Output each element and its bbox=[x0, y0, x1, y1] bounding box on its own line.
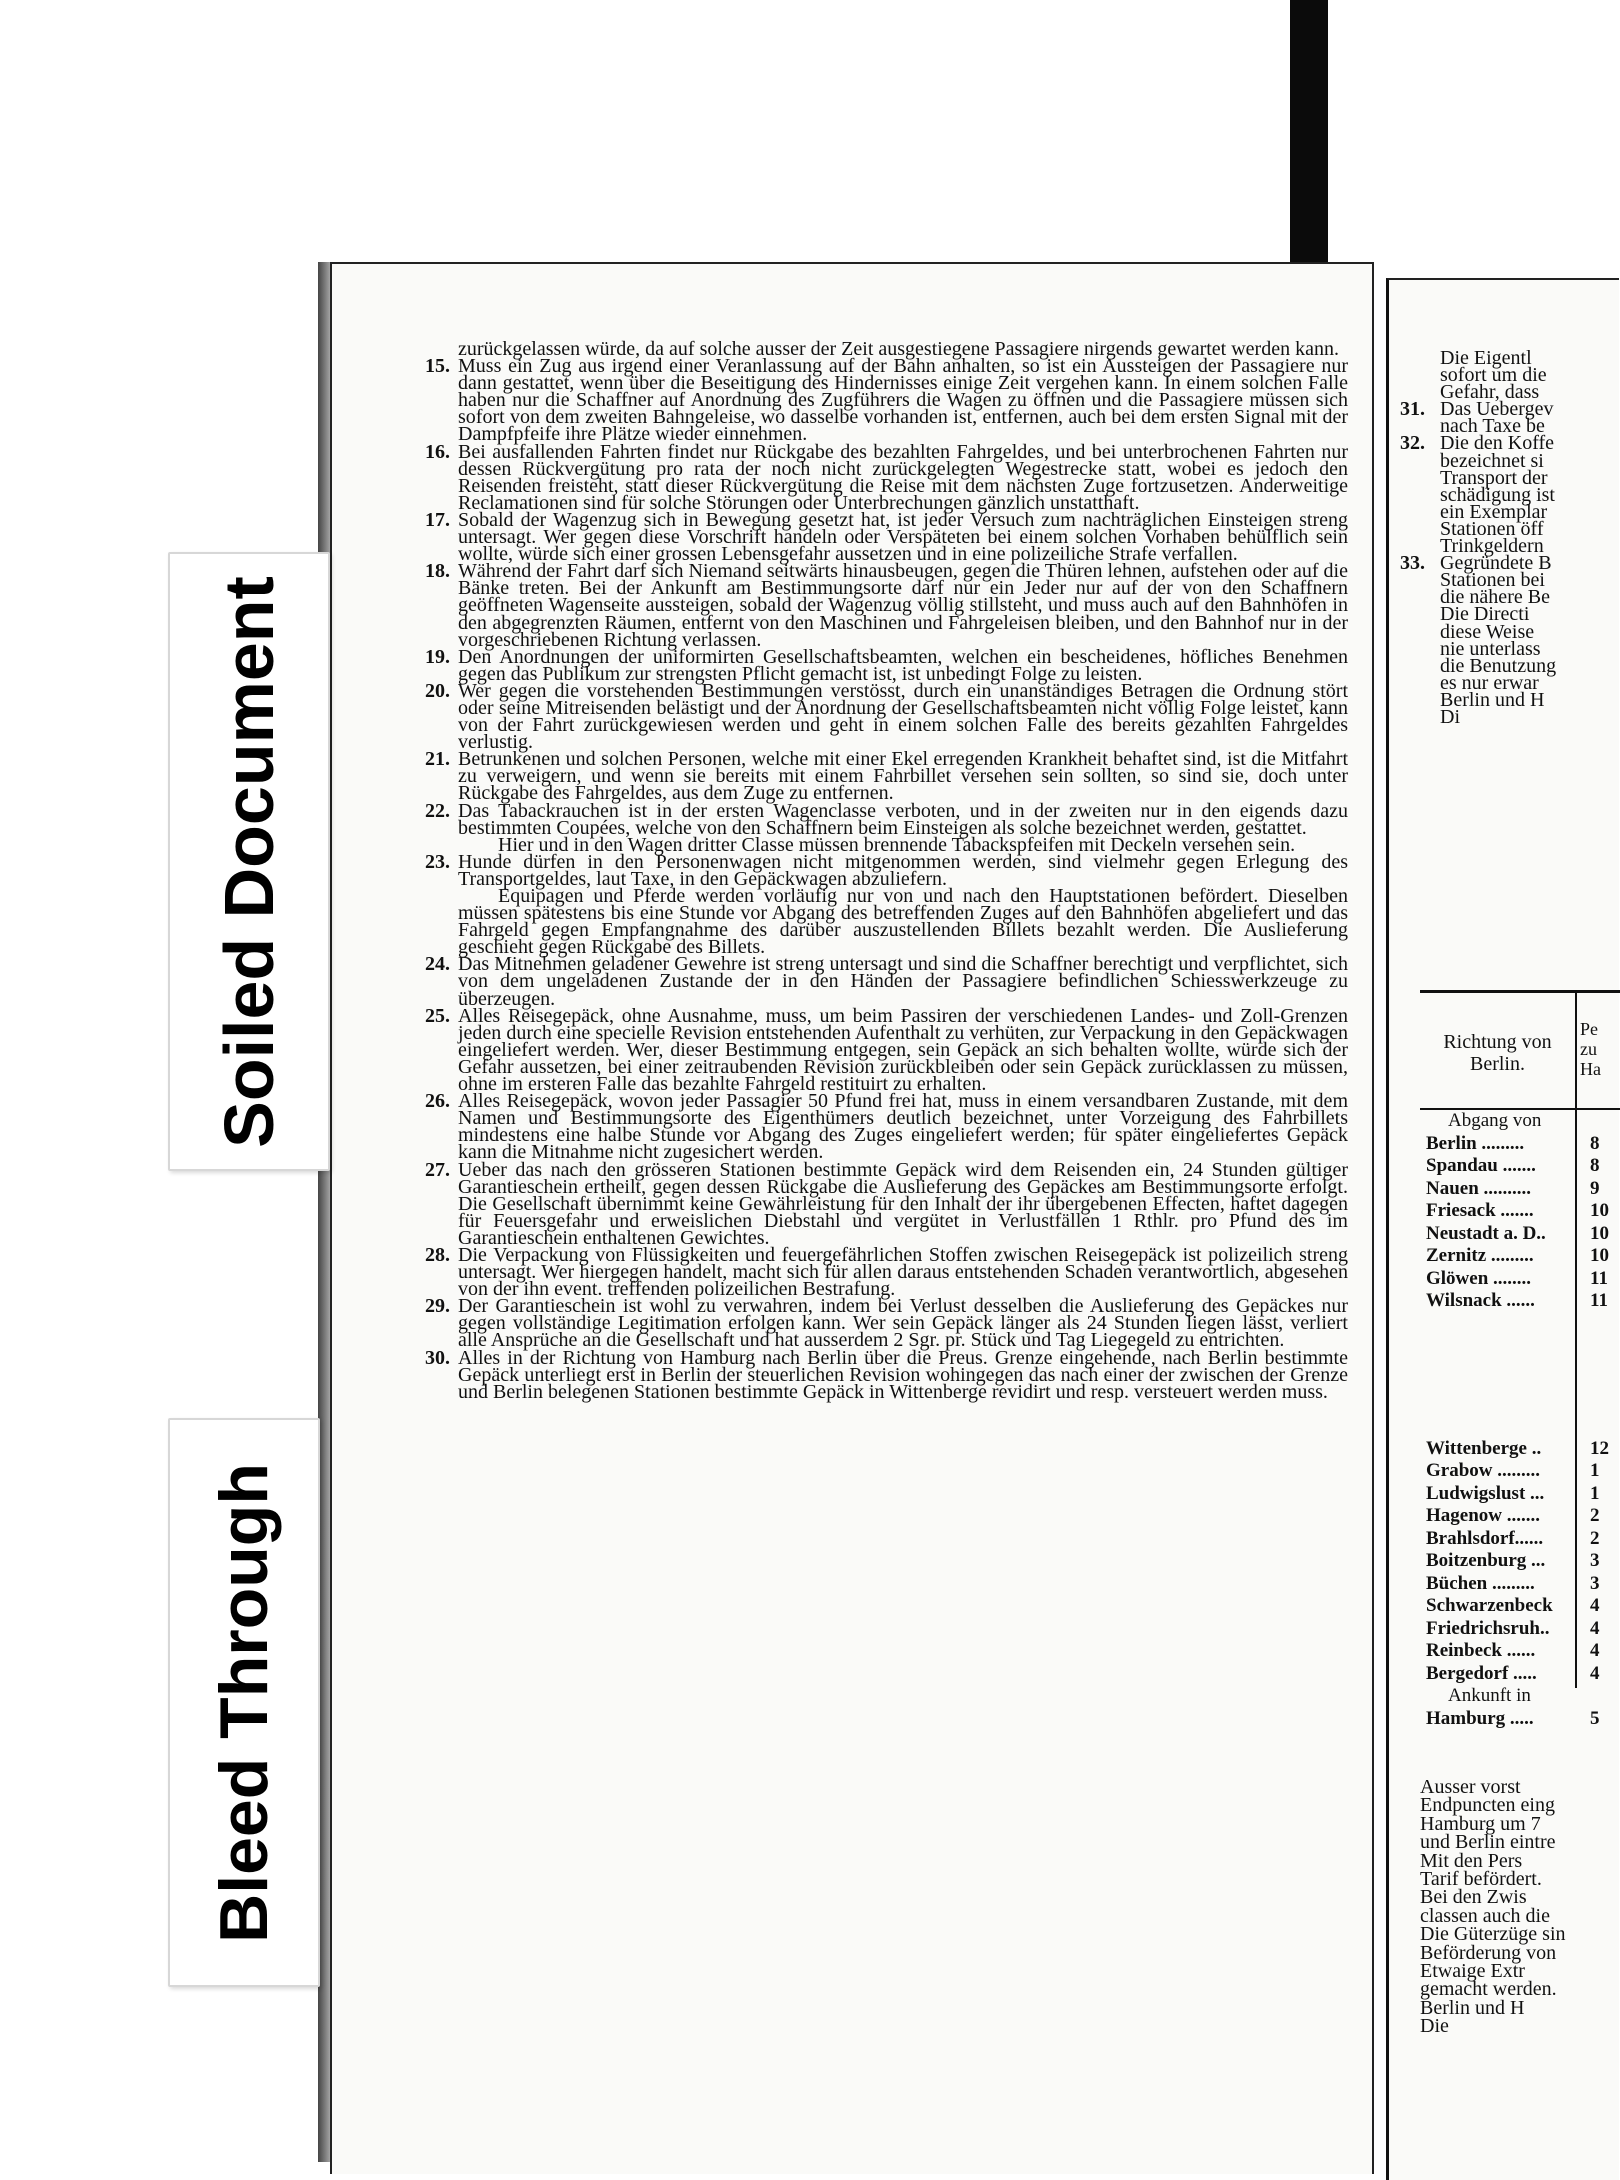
paragraph-text: Alles Reisegepäck, wovon jeder Passagier 50 Pfund frei hat, muss in einem versandbaren Zustande, mit dem Namen und Bestimmungsorte des Eigenthümers deutlich bezeichnet, unter Vorzeigung des Fahrbillets mindestens eine halbe Stunde vor Abgang des Zuges eingeliefert werden; für später eingeliefertes Gepäck kann die Mitnahme nicht zugesichert werden. bbox=[458, 1090, 1348, 1164]
table-header bbox=[1420, 993, 1620, 1110]
soiled-document-tab bbox=[168, 552, 330, 1171]
footer-line: Berlin und H bbox=[1420, 1996, 1525, 2019]
paragraph-number: 21. bbox=[425, 748, 450, 771]
footer-line: Hamburg um 7 bbox=[1420, 1812, 1541, 1835]
station-time: 9 bbox=[1590, 1177, 1600, 1199]
paragraph-text: Während der Fahrt darf sich Niemand seitwärts hinausbeugen, gegen die Thüren lehnen, aufstehen oder auf die Bänke treten. Bei der Ankunft am Bestimmungsorte darf nur ein Jeder nur auf der von den Schaffnern geöffneten Wagenseite aussteigen, sobald der Wagenzug völlig stillsteht, und muss auch auf den Bahnhöfen in den abgegrenzten Räumen, entfernt von den Maschinen und Fahrgeleisen bleiben, und den Bahnhof nur in der vorgeschriebenen Richtung verlassen. bbox=[458, 560, 1348, 651]
station-time: 3 bbox=[1590, 1572, 1600, 1594]
regulation-paragraph bbox=[425, 679, 1348, 754]
station-row bbox=[1420, 1528, 1620, 1551]
regulation-paragraph bbox=[425, 748, 1348, 805]
right-line-text: sofort um die bbox=[1440, 364, 1547, 387]
paragraph-number: 19. bbox=[425, 645, 450, 668]
footer-line: Tarif befördert. bbox=[1420, 1868, 1542, 1891]
paragraph-text: Die Verpackung von Flüssigkeiten und feuergefährlichen Stoffen zwischen Reisegepäck ist polizeilich streng untersagt. Wer hiergegen handelt, macht sich für allen daraus entstehenden Schaden verantwortlich, abgesehen von der ihn event. treffenden polizeilichen Bestrafung. bbox=[458, 1243, 1348, 1301]
paragraph-text: Wer gegen die vorstehenden Bestimmungen verstösst, durch ein unanständiges Betragen die Ordnung stört oder seine Mitreisenden belästigt und der Anordnung der Gesellschaftsbeamten nicht völlig Folge leistet, kann von der Fahrt zurückgewiesen werden und geht in einem solchen Falle des bereits gezahlten Fahrgeldes verlustig. bbox=[458, 679, 1348, 754]
footer-line: und Berlin eintre bbox=[1420, 1831, 1556, 1854]
bleed-through-tab bbox=[168, 1418, 320, 1987]
station-name: Neustadt a. D.. bbox=[1426, 1222, 1546, 1244]
paragraph-number: 24. bbox=[425, 953, 450, 976]
header-fragment: Ha bbox=[1580, 1059, 1601, 1079]
right-line-text: Die Eigentl bbox=[1440, 347, 1532, 369]
right-line-number: 32. bbox=[1400, 432, 1425, 455]
paragraph-number: 22. bbox=[425, 799, 450, 822]
right-line-text: nie unterlass bbox=[1440, 637, 1541, 660]
regulation-paragraph bbox=[425, 1346, 1348, 1403]
station-name: Ludwigslust ... bbox=[1426, 1482, 1545, 1504]
station-name: Nauen .......... bbox=[1426, 1177, 1532, 1199]
paragraph-number: 20. bbox=[425, 679, 450, 702]
station-name: Büchen ......... bbox=[1426, 1572, 1535, 1594]
station-row bbox=[1420, 1595, 1620, 1618]
header-truncated-column bbox=[1580, 1019, 1601, 1079]
paragraph-number: 23. bbox=[425, 850, 450, 873]
footer-line: Ausser vorst bbox=[1420, 1776, 1521, 1798]
station-name: Zernitz ......... bbox=[1426, 1245, 1534, 1266]
right-line-text: Die Directi bbox=[1440, 603, 1530, 626]
station-row bbox=[1420, 1640, 1620, 1663]
station-row bbox=[1420, 1483, 1620, 1506]
paragraph-text: Ueber das nach den grösseren Stationen bestimmte Gepäck wird dem Reisenden ein, 24 Stunden gültiger Garantieschein ertheilt, gegen dessen Rückgabe die Auslieferung des Gepäckes am Bestimmungsorte erfolgt. Die Gesellschaft übernimmt keine Gewährleistung für den Inhalt der ihr übergebenen Effecten, haftet dagegen für Feuersgefahr und erweislichen Diebstahl und vergütet in Verlustfällen 1 Rthlr. pro Pfund des im Garantieschein enthaltenen Gewichtes. bbox=[458, 1158, 1348, 1249]
paragraph-text: Sobald der Wagenzug sich in Bewegung gesetzt hat, ist jeder Versuch zum nachträglichen Einsteigen streng untersagt. Wer gegen diese Vorschrift handeln oder Verspäteten bei einem solchen Vorhaben behülflich sein wollte, würde sich einer grossen Lebensgefahr aussetzen und in eine polizeiliche Strafe verfallen. bbox=[458, 508, 1348, 566]
arrival-time: 5 bbox=[1590, 1707, 1600, 1729]
right-line-text: Gefahr, dass bbox=[1440, 381, 1540, 404]
station-row bbox=[1420, 1178, 1620, 1201]
station-name: Boitzenburg ... bbox=[1426, 1550, 1546, 1571]
table-spacer bbox=[1420, 1313, 1620, 1438]
paragraph-number: 26. bbox=[425, 1090, 450, 1113]
station-row bbox=[1420, 1550, 1620, 1573]
right-line-text: ein Exemplar bbox=[1440, 500, 1548, 523]
station-row bbox=[1420, 1460, 1620, 1483]
station-name: Grabow ......... bbox=[1426, 1460, 1540, 1481]
right-line-text: nach Taxe be bbox=[1440, 415, 1545, 438]
paragraph-text: Den Anordnungen der uniformirten Gesellschaftsbeamten, welchen ein bescheidenes, höfliches Benehmen gegen das Publikum zur strengsten Pflicht gemacht ist, ist unbedingt Folge zu leisten. bbox=[458, 645, 1348, 685]
paragraph-number: 27. bbox=[425, 1158, 450, 1181]
bleed-through-label: Bleed Through bbox=[206, 1462, 282, 1943]
footer-line: Die bbox=[1420, 2015, 1449, 2038]
footer-line: gemacht werden. bbox=[1420, 1978, 1557, 2001]
station-row bbox=[1420, 1155, 1620, 1178]
paragraph-continuation: Equipagen und Pferde werden vorläufig nur von und nach den Hauptstationen befördert. Dieselben müssen spätestens bis eine Stunde vor Abgang des betreffenden Zuges auf den Bahnhöfen abgeliefert und das Fahrgeld gegen Empfangnahme des darüber auszustellenden Billets bezahlt werden. Die Auslieferung geschieht gegen Rückgabe des Billets. bbox=[458, 885, 1348, 959]
station-row bbox=[1420, 1618, 1620, 1641]
right-line-text: Gegründete B bbox=[1440, 552, 1552, 575]
footer-line: classen auch die bbox=[1420, 1904, 1550, 1927]
station-name: Schwarzenbeck bbox=[1426, 1595, 1553, 1616]
regulation-paragraph bbox=[425, 560, 1348, 651]
station-time: 11 bbox=[1590, 1267, 1608, 1289]
station-row bbox=[1420, 1505, 1620, 1528]
right-line-text: Stationen öff bbox=[1440, 517, 1544, 540]
right-line-text: Stationen bei bbox=[1440, 569, 1545, 592]
soiled-document-label: Soiled Document bbox=[210, 575, 288, 1148]
right-page-line bbox=[1400, 705, 1615, 728]
footer-line: Beförderung von bbox=[1420, 1941, 1557, 1964]
station-name: Spandau ....... bbox=[1426, 1155, 1536, 1176]
paragraph-text: Der Garantieschein ist wohl zu verwahren, indem bei Verlust desselben die Auslieferung des Gepäckes nur gegen vollständige Legitimation erfolgen kann. Wer sein Gepäck länger als 24 Stunden liegen lässt, verliert alle Ansprüche an die Gesellschaft und hat ausserdem 2 Sgr. pr. Stück und Tag Liegegeld zu entrichten. bbox=[458, 1295, 1348, 1352]
paragraph-text: Hunde dürfen in den Personenwagen nicht mitgenommen werden, sind vielmehr gegen Erlegung des Transportgeldes, laut Taxe, in den Gepäckwagen abzuliefern. bbox=[458, 850, 1348, 890]
station-name: Wilsnack ...... bbox=[1426, 1290, 1535, 1311]
paragraph-text: Betrunkenen und solchen Personen, welche mit einer Ekel erregenden Krankheit behaftet sind, ist die Mitfahrt zu verweigern, und wenn sie bereits mit einem Fahrbillet versehen sein sollten, so sind sie, doch unter Rückgabe des Fahrgeldes, aus dem Zuge zu entfernen. bbox=[458, 748, 1348, 805]
paragraph-text: Alles Reisegepäck, ohne Ausnahme, muss, um beim Passiren der verschiedenen Landes- und Zoll-Grenzen jeden durch eine specielle Revision entstehenden Aufenthalt zu verhüten, zur Verpackung in den Gepäckwagen eingeliefert werden. Wer, dieser Bestimmung entgegen, sein Gepäck an sich behalten wollte, würde sich der Gefahr aussetzen, bei einer zeitraubenden Revision zurückbleiben oder sein Gepäck zurücklassen zu müssen, ohne im ersteren Falle das bezahlte Fahrgeld restituirt zu erhalten. bbox=[458, 1004, 1348, 1096]
station-row bbox=[1420, 1245, 1620, 1268]
regulation-paragraph bbox=[425, 355, 1348, 446]
paragraph-continuation: Hier und in den Wagen dritter Classe müssen brennende Tabackspfeifen mit Deckeln versehen sein. bbox=[498, 833, 1296, 856]
station-rows-b bbox=[1420, 1438, 1620, 1686]
station-name: Wittenberge .. bbox=[1426, 1437, 1542, 1459]
header-divider bbox=[1575, 993, 1577, 1108]
paragraph-number: 16. bbox=[425, 440, 450, 463]
station-row bbox=[1420, 1133, 1620, 1156]
right-page-line bbox=[1400, 688, 1615, 711]
station-time: 10 bbox=[1590, 1200, 1609, 1221]
paragraph-text: Bei ausfallenden Fahrten findet nur Rückgabe des bezahlten Fahrgeldes, und bei unterbrochenen Fahrten nur dessen Rückvergütung pro rata der noch nicht zurückgelegten Wegestrecke statt, wobei es jedoch den Reisenden freisteht, statt dieser Rückvergütung die Reise mit dem nächsten Zuge fortzusetzen. Anderweitige Reclamationen sind für solche Störungen oder Unterbrechungen gänzlich unstatthaft. bbox=[458, 440, 1348, 514]
paragraph-number: 17. bbox=[425, 508, 450, 531]
right-line-text: Transport der bbox=[1440, 466, 1548, 489]
footer-line: Endpuncten eing bbox=[1420, 1794, 1555, 1817]
paragraph-number: 15. bbox=[425, 355, 450, 378]
paragraph-text: Alles in der Richtung von Hamburg nach Berlin über die Preus. Grenze eingehende, nach Berlin bestimmte Gepäck unterliegt erst in Berlin der steuerlichen Revision wohingegen das nach einer der zwischen der Grenze und Berlin belegenen Stationen bestimmte Gepäck in Wittenberge revidirt und resp. versteuert werden muss. bbox=[458, 1346, 1348, 1403]
station-name: Bergedorf ..... bbox=[1426, 1662, 1537, 1684]
station-time: 10 bbox=[1590, 1245, 1609, 1266]
station-time: 2 bbox=[1590, 1527, 1600, 1549]
regulation-paragraph bbox=[425, 1243, 1348, 1301]
arrival-label-row bbox=[1420, 1685, 1620, 1708]
station-row bbox=[1420, 1663, 1620, 1686]
station-time: 8 bbox=[1590, 1155, 1600, 1176]
station-time: 3 bbox=[1590, 1550, 1600, 1571]
regulation-paragraph bbox=[425, 1090, 1348, 1164]
arrival-label: Ankunft in bbox=[1448, 1685, 1531, 1706]
regulation-paragraph bbox=[425, 645, 1348, 685]
footer-line: Mit den Pers bbox=[1420, 1849, 1523, 1872]
arrival-row bbox=[1420, 1708, 1620, 1731]
header-fragment: Pe bbox=[1580, 1019, 1598, 1039]
paragraph-text: Das Tabackrauchen ist in der ersten Wagenclasse verboten, und in der zweiten nur in den eigends dazu bestimmten Coupées, welche von den Schaffnern beim Einsteigen als solche bezeichnet werden, gestattet. bbox=[458, 799, 1348, 839]
footer-line: Bei den Zwis bbox=[1420, 1886, 1527, 1909]
station-time: 11 bbox=[1590, 1290, 1608, 1311]
station-row bbox=[1420, 1200, 1620, 1223]
station-row bbox=[1420, 1438, 1620, 1461]
footer-line: Etwaige Extr bbox=[1420, 1960, 1525, 1983]
regulation-paragraph bbox=[425, 440, 1348, 514]
station-name: Hagenow ....... bbox=[1426, 1505, 1540, 1526]
station-name: Berlin ......... bbox=[1426, 1132, 1525, 1154]
station-time: 12 bbox=[1590, 1437, 1609, 1459]
station-time: 1 bbox=[1590, 1482, 1600, 1504]
regulation-paragraph bbox=[425, 1004, 1348, 1096]
paragraph-text: Muss ein Zug aus irgend einer Veranlassung auf der Bahn anhalten, so ist ein Aussteigen der Passagiere nur dann gestattet, wenn über die Beseitigung des Hindernisses einige Zeit vergehen kann. In einem solchen Falle haben nur die Schaffner auf Anordnung des Zugführers die Wagen zu öffnen und die Passagiere müssen sich sofort von dem zweiten Bahngeleise, wo dasselbe vorhanden ist, entfernen, auch bei dem ersten Signal mit der Dampfpfeife ihre Plätze wieder einnehmen. bbox=[458, 355, 1348, 446]
paragraph-number: 30. bbox=[425, 1346, 450, 1369]
regulation-paragraph bbox=[425, 508, 1348, 566]
station-time: 10 bbox=[1590, 1222, 1609, 1244]
paragraph-number: 29. bbox=[425, 1295, 450, 1318]
right-line-text: die Benutzung bbox=[1440, 654, 1557, 677]
departure-label: Abgang von bbox=[1448, 1110, 1542, 1131]
right-line-text: diese Weise bbox=[1440, 620, 1535, 643]
regulation-paragraph bbox=[425, 1295, 1348, 1352]
regulation-paragraph bbox=[425, 1158, 1348, 1249]
right-page-text bbox=[1400, 347, 1615, 728]
station-time: 4 bbox=[1590, 1662, 1600, 1684]
station-row bbox=[1420, 1290, 1620, 1313]
regulation-paragraph bbox=[425, 850, 1348, 959]
right-line-text: bezeichnet si bbox=[1440, 449, 1544, 472]
right-line-text: schädigung ist bbox=[1440, 483, 1555, 506]
right-line-text: Trinkgeldern bbox=[1440, 535, 1544, 558]
station-time: 2 bbox=[1590, 1505, 1600, 1526]
right-line-number: 31. bbox=[1400, 398, 1425, 421]
header-fragment: zu bbox=[1580, 1039, 1597, 1059]
departure-label-row bbox=[1420, 1110, 1620, 1133]
scanner-black-bar bbox=[1290, 0, 1328, 280]
station-name: Reinbeck ...... bbox=[1426, 1640, 1536, 1661]
right-line-text: es nur erwar bbox=[1440, 671, 1539, 694]
station-time: 4 bbox=[1590, 1595, 1600, 1616]
paragraph-number: 25. bbox=[425, 1004, 450, 1027]
paragraph-number: 18. bbox=[425, 560, 450, 583]
right-page-footer-text bbox=[1420, 1778, 1620, 2036]
station-name: Brahlsdorf...... bbox=[1426, 1527, 1544, 1549]
right-line-text: Berlin und H bbox=[1440, 688, 1545, 711]
station-row bbox=[1420, 1223, 1620, 1246]
right-line-text: Das Uebergev bbox=[1440, 398, 1554, 421]
station-time: 4 bbox=[1590, 1617, 1600, 1639]
paragraph-number: 28. bbox=[425, 1243, 450, 1266]
station-row bbox=[1420, 1268, 1620, 1291]
regulation-paragraph bbox=[425, 953, 1348, 1010]
station-row bbox=[1420, 1573, 1620, 1596]
regulation-paragraph bbox=[425, 799, 1348, 856]
paragraph-text: Das Mitnehmen geladener Gewehre ist streng untersagt und sind die Schaffner berechtigt und verpflichtet, sich von dem ungeladenen Zustande der in den Händen der Passagiere befindlichen Schiesswerkzeuge zu überzeugen. bbox=[458, 953, 1348, 1010]
station-name: Friesack ....... bbox=[1426, 1200, 1534, 1221]
intro-text: zurückgelassen würde, da auf solche ausser der Zeit ausgestiegene Passagiere nirgends gewartet werden kann. bbox=[458, 338, 1339, 360]
arrival-station: Hamburg ..... bbox=[1426, 1707, 1534, 1729]
station-name: Friedrichsruh.. bbox=[1426, 1617, 1550, 1639]
station-rows-a bbox=[1420, 1133, 1620, 1313]
header-direction: Richtung von Berlin. bbox=[1443, 1031, 1552, 1075]
footer-line: Die Güterzüge sin bbox=[1420, 1923, 1566, 1946]
right-line-number: 33. bbox=[1400, 552, 1425, 575]
station-name: Glöwen ........ bbox=[1426, 1267, 1532, 1289]
station-time: 1 bbox=[1590, 1460, 1600, 1481]
right-line-text: Di bbox=[1440, 705, 1460, 728]
timetable bbox=[1420, 990, 1620, 1730]
regulations-text bbox=[425, 338, 1348, 1403]
station-time: 4 bbox=[1590, 1640, 1600, 1661]
station-time: 8 bbox=[1590, 1132, 1600, 1154]
right-line-text: die nähere Be bbox=[1440, 586, 1550, 609]
right-line-text: Die den Koffe bbox=[1440, 432, 1555, 455]
